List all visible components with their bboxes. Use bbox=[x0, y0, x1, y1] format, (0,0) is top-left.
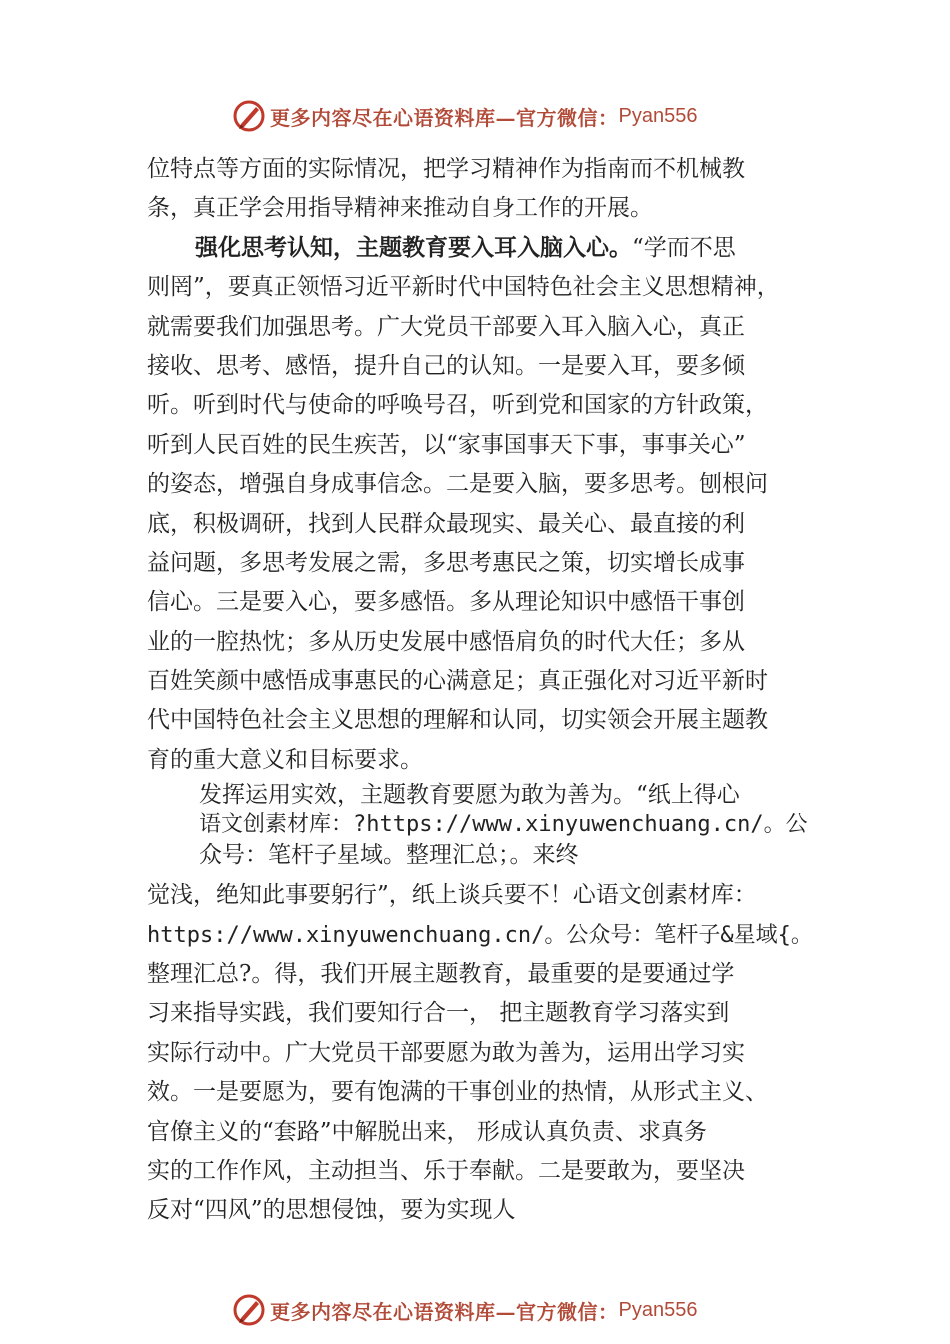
text-line: 语文创素材库：?https://www.xinyuwenchuang.cn/。公 bbox=[199, 812, 808, 838]
text-line: 觉浅，绝知此事要躬行”，纸上谈兵要不！心语文创素材库： bbox=[147, 882, 757, 909]
text-line: 反对“四风”的思想侵蚀，要为实现人 bbox=[147, 1197, 516, 1224]
header-banner-text: 更多内容尽在心语资料库—官方微信： bbox=[270, 105, 619, 130]
pen-logo-icon bbox=[232, 99, 266, 133]
text-line: 发挥运用实效，主题教育要愿为敢为善为。“纸上得心 bbox=[199, 782, 740, 809]
text-line: 的姿态，增强自身成事信念。二是要入脑，要多思考。刨根问 bbox=[147, 471, 768, 498]
footer-banner-id: Pyan556 bbox=[618, 1298, 698, 1321]
paragraph-heading-line bbox=[147, 229, 827, 268]
text-line: 则罔”，要真正领悟习近平新时代中国特色社会主义思想精神， bbox=[147, 274, 780, 301]
text-line: 代中国特色社会主义思想的理解和认同，切实领会开展主题教 bbox=[147, 707, 768, 734]
text-line: 底，积极调研，找到人民群众最现实、最关心、最直接的利 bbox=[147, 510, 745, 537]
text-line: 官僚主义的“套路”中解脱出来， 形成认真负责、求真务 bbox=[147, 1118, 707, 1145]
footer-banner bbox=[232, 1290, 697, 1330]
text-line: 益问题，多思考发展之需，多思考惠民之策，切实增长成事 bbox=[147, 549, 745, 576]
text-line: 就需要我们加强思考。广大党员干部要入耳入脑入心，真正 bbox=[147, 313, 745, 340]
text-line: 听。听到时代与使命的呼唤号召，听到党和国家的方针政策， bbox=[147, 392, 768, 419]
header-banner bbox=[232, 96, 697, 136]
text-line: https://www.xinyuwenchuang.cn/。公众号：笔杆子&星域{。 bbox=[147, 922, 813, 948]
text-line: 条，真正学会用指导精神来推动自身工作的开展。 bbox=[147, 195, 653, 222]
text-line: 实际行动中。广大党员干部要愿为敢为善为，运用出学习实 bbox=[147, 1039, 745, 1066]
text-line: 位特点等方面的实际情况，把学习精神作为指南而不机械教 bbox=[147, 156, 745, 182]
text-line: 整理汇总?。得，我们开展主题教育，最重要的是要通过学 bbox=[147, 961, 735, 988]
text-line: 育的重大意义和目标要求。 bbox=[147, 746, 423, 773]
header-banner-id: Pyan556 bbox=[618, 104, 698, 127]
footer-banner-text: 更多内容尽在心语资料库—官方微信： bbox=[270, 1299, 619, 1324]
text-line: 接收、思考、感悟，提升自己的认知。一是要入耳，要多倾 bbox=[147, 352, 745, 379]
text-line: 听到人民百姓的民生疾苦，以“家事国事天下事，事事关心” bbox=[147, 431, 746, 458]
text-line: 业的一腔热忱；多从历史发展中感悟肩负的时代大任；多从 bbox=[147, 628, 745, 655]
text-line: 百姓笑颜中感悟成事惠民的心满意足；真正强化对习近平新时 bbox=[147, 668, 768, 695]
text-line: 实的工作作风，主动担当、乐于奉献。二是要敢为，要坚决 bbox=[147, 1157, 745, 1184]
text-fragment: “学而不思 bbox=[632, 234, 736, 261]
section-heading: 强化思考认知，主题教育要入耳入脑入心。 bbox=[195, 234, 632, 261]
pen-logo-icon bbox=[232, 1293, 266, 1327]
text-line: 习来指导实践，我们要知行合一， 把主题教育学习落实到 bbox=[147, 1000, 730, 1027]
text-line: 众号：笔杆子星域。整理汇总；。来终 bbox=[199, 842, 579, 869]
text-line: 信心。三是要入心，要多感悟。多从理论知识中感悟干事创 bbox=[147, 589, 745, 616]
document-body bbox=[147, 150, 827, 1231]
text-line: 效。一是要愿为，要有饱满的干事创业的热情，从形式主义、 bbox=[147, 1079, 768, 1106]
